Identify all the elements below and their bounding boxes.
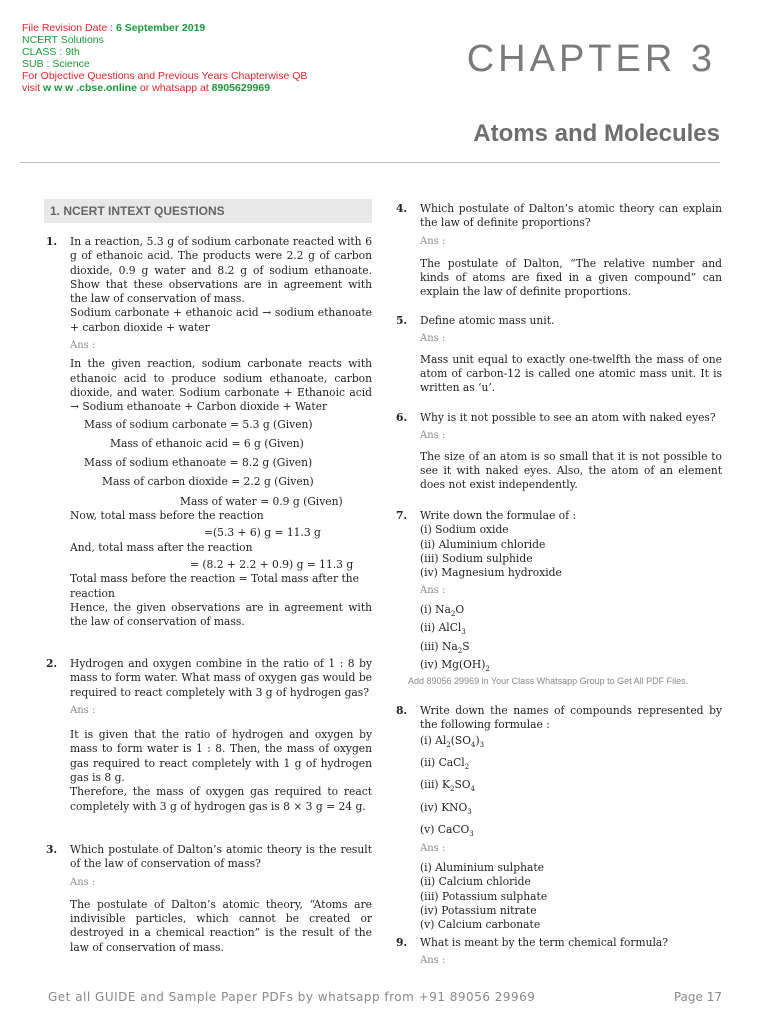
question-text: Write down the names of compounds represented by the following formulae :: [420, 704, 722, 732]
formula-item: (i) $Na_2O$: [420, 602, 465, 618]
question-text: Hydrogen and oxygen combine in the ratio of 1 : 8 by mass to form water. What mass of oxygen gas would be required to react completely with 3 g of hydrogen gas?: [70, 657, 372, 699]
list-item: (iv) Potassium nitrate: [420, 903, 537, 917]
list-item: (v) Calcium carbonate: [420, 918, 541, 932]
phone-number: 8905629969: [211, 82, 271, 94]
revision-line: File Revision Date : 6 September 2019: [22, 22, 206, 34]
formula-item: (v) CaCO$_3$: [420, 823, 474, 839]
list-item: (iii) Sodium sulphide: [420, 551, 533, 565]
question-text: Why is it not possible to see an atom with naked eyes?: [420, 411, 716, 424]
question-text: What is meant by the term chemical formula?: [420, 936, 669, 949]
class-line: CLASS : 9th: [22, 46, 80, 58]
mass-line: Mass of water = 0.9 g (Given): [180, 494, 343, 508]
revision-date: 6 September 2019: [115, 22, 206, 34]
question-text: Define atomic mass unit.: [420, 314, 555, 327]
answer-text: And, total mass after the reaction: [70, 540, 253, 554]
answer-text: Now, total mass before the reaction: [70, 509, 264, 523]
answer-label: Ans :: [70, 704, 96, 716]
mass-line: Mass of carbon dioxide = 2.2 g (Given): [102, 475, 314, 489]
chapter-title: Atoms and Molecules: [473, 120, 720, 147]
question-7: 7. Write down the formulae of : (i) Sodium oxide (ii) Aluminium chloride (iii) Sodium sulphide (iv) Magnesium hydroxide Ans : (i) $Na_2O$ (ii) AlCl$_3$ (iii) $Na_2S$ (iv) $Mg(OH)_2$: [396, 509, 722, 677]
section-heading: 1. NCERT INTEXT QUESTIONS: [44, 199, 372, 223]
mass-line: Mass of ethanoic acid = 6 g (Given): [110, 436, 304, 450]
mass-line: Mass of sodium ethanoate = 8.2 g (Given): [84, 456, 313, 470]
answer-label: Ans :: [420, 235, 446, 247]
formula-item: (i) $Al_2(SO_4)_3$: [420, 733, 485, 749]
answer-text: Mass unit equal to exactly one-twelfth the mass of one atom of carbon-12 is called one atomic mass unit. It is written as ‘u’.: [420, 352, 722, 395]
question-9: 9. What is meant by the term chemical formula? Ans :: [396, 936, 722, 973]
visit-line: visit w w w .cbse.online or whatsapp at 8905629969: [22, 82, 271, 94]
answer-text: Therefore, the mass of oxygen gas required to react completely with 3 g of hydrogen gas is 8 × 3 g = 24 g.: [70, 785, 372, 813]
answer-label: Ans :: [70, 340, 96, 352]
calc-line: =(5.3 + 6) g = 11.3 g: [204, 526, 321, 540]
formula-item: (iv) $Mg(OH)_2$: [420, 658, 490, 674]
answer-text: The postulate of Dalton, “The relative number and kinds of atoms are fixed in a given compound” can explain the law of definite proportions.: [420, 256, 722, 299]
header-info: [22, 22, 307, 94]
title-divider: [20, 162, 720, 163]
mass-line: Mass of sodium carbonate = 5.3 g (Given): [84, 417, 313, 431]
answer-text: Total mass before the reaction = Total mass after the reaction: [70, 572, 359, 600]
formula-item: (iii) $K_2SO_4$: [420, 778, 476, 794]
formula-item: (ii) AlCl$_3$: [420, 621, 466, 637]
list-item: (iv) Magnesium hydroxide: [420, 566, 562, 580]
calc-line: = (8.2 + 2.2 + 0.9) g = 11.3 g: [190, 557, 354, 571]
question-8: 8. Write down the names of compounds represented by the following formulae : (i) $Al_2(SO_4)_3$ (ii) CaCl$_2$ (iii) $K_2SO_4$ (iv) $KNO_3$ (v) CaCO$_3$ Ans : (i) Aluminium sulphate (ii) Calcium chloride (iii) Potassium sulphate (iv) Potassium nitrate (v) Calcium carbonate: [396, 704, 722, 932]
objective-line: For Objective Questions and Previous Years Chapterwise QB: [22, 70, 308, 82]
answer-label: Ans :: [420, 842, 446, 854]
question-text: Which postulate of Dalton’s atomic theory can explain the law of definite proportions?: [420, 202, 722, 230]
website-link[interactable]: w w w .cbse.online: [43, 82, 137, 94]
question-text: Which postulate of Dalton’s atomic theory is the result of the law of conservation of mass?: [70, 843, 372, 871]
answer-text: In the given reaction, sodium carbonate reacts with ethanoic acid to produce sodium ethanoate, carbon dioxide, and water. Sodium carbonate + Ethanoic acid → Sodium ethanoate + Carbon dioxide + Water: [70, 357, 372, 414]
answer-text: Hence, the given observations are in agreement with the law of conservation of mass.: [70, 600, 372, 629]
ncert-line: NCERT Solutions: [22, 34, 104, 46]
list-item: (iii) Potassium sulphate: [420, 889, 548, 903]
list-item: (i) Aluminium sulphate: [420, 861, 544, 875]
question-6: 6. Why is it not possible to see an atom with naked eyes? Ans : The size of an atom is so small that it is not possible to see it with naked eyes. Also, the atom of an element does not exist independently.: [396, 411, 722, 492]
list-item: (i) Sodium oxide: [420, 523, 509, 537]
list-item: (ii) Calcium chloride: [420, 875, 531, 889]
answer-label: Ans :: [420, 333, 446, 345]
answer-label: Ans :: [420, 955, 446, 967]
formula-item: (iv) $KNO_3$: [420, 800, 472, 817]
answer-text: The postulate of Dalton’s atomic theory, “Atoms are indivisible particles, which cannot be created or destroyed in a chemical reaction” is the result of the law of conservation of mass.: [70, 897, 372, 954]
formula-item: (iii) $Na_2S$: [420, 639, 470, 655]
formula-item: (ii) CaCl$_2$: [420, 756, 470, 772]
chapter-heading: CHAPTER 3: [466, 38, 716, 80]
answer-text: The size of an atom is so small that it is not possible to see it with naked eyes. Also, the atom of an element does not exist independently.: [420, 449, 722, 492]
answer-text: It is given that the ratio of hydrogen and oxygen by mass to form water is 1 : 8. Then, the mass of oxygen gas required to react completely with 1 g of hydrogen gas is 8 g.: [70, 728, 372, 785]
answer-label: Ans :: [70, 876, 96, 888]
question-2: 2. Hydrogen and oxygen combine in the ratio of 1 : 8 by mass to form water. What mass of oxygen gas would be required to react completely with 3 g of hydrogen gas? Ans : It is given that the ratio of hydrogen and oxygen by mass to form water is 1 : 8. Then, the mass of oxygen gas required to react completely with 1 g of hydrogen gas is 8 g. Therefore, the mass of oxygen gas required to react completely with 3 g of hydrogen gas is 8 × 3 g = 24 g.: [46, 657, 372, 813]
answer-label: Ans :: [420, 430, 446, 442]
list-item: (ii) Aluminium chloride: [420, 537, 546, 551]
whatsapp-note: Add 89056 29969 in Your Class Whatsapp Group to Get All PDF Files.: [408, 676, 689, 686]
footer-text: Get all GUIDE and Sample Paper PDFs by whatsapp from +91 89056 29969: [48, 990, 536, 1004]
question-text: In a reaction, 5.3 g of sodium carbonate reacted with 6 g of ethanoic acid. The products were 2.2 g of carbon dioxide, 0.9 g water and 8.2 g of sodium ethanoate. Show that these observations are in agreement with the law of conservation of mass.: [70, 235, 372, 306]
question-5: 5. Define atomic mass unit. Ans : Mass unit equal to exactly one-twelfth the mass of one atom of carbon-12 is called one atomic mass unit. It is written as ‘u’.: [396, 314, 722, 395]
page-number: Page 17: [673, 990, 722, 1004]
answer-label: Ans :: [420, 585, 446, 597]
reaction-equation: Sodium carbonate + ethanoic acid → sodium ethanoate + carbon dioxide + water: [70, 306, 372, 334]
question-4: 4. Which postulate of Dalton’s atomic theory can explain the law of definite proportions? Ans : The postulate of Dalton, “The relative number and kinds of atoms are fixed in a given compound” can explain the law of definite proportions.: [396, 202, 722, 299]
subject-line: SUB : Science: [22, 58, 90, 70]
question-1: 1. In a reaction, 5.3 g of sodium carbonate reacted with 6 g of ethanoic acid. The products were 2.2 g of carbon dioxide, 0.9 g water and 8.2 g of sodium ethanoate. Show that these observations are in agreement with the law of conservation of mass. Sodium carbonate + ethanoic acid → sodium ethanoate + carbon dioxide + water Ans : In the given reaction, sodium carbonate reacts with ethanoic acid to produce sodium ethanoate, carbon dioxide, and water. Sodium carbonate + Ethanoic acid → Sodium ethanoate + Carbon dioxide + Water Mass of sodium carbonate = 5.3 g (Given) Mass of ethanoic acid = 6 g (Given) Mass of sodium ethanoate = 8.2 g (Given) Mass of carbon dioxide = 2.2 g (Given) Mass of water = 0.9 g (Given) Now, total mass before the reaction =(5.3 + 6) g = 11.3 g And, total mass after the reaction = (8.2 + 2.2 + 0.9) g = 11.3 g Total mass before the reaction = Total mass after the reaction Hence, the given observations are in agreement with the law of conservation of mass.: [46, 235, 372, 629]
question-text: Write down the formulae of :: [420, 509, 577, 522]
question-3: 3. Which postulate of Dalton’s atomic theory is the result of the law of conservation of mass? Ans : The postulate of Dalton’s atomic theory, “Atoms are indivisible particles, which cannot be created or destroyed in a chemical reaction” is the result of the law of conservation of mass.: [46, 843, 372, 954]
